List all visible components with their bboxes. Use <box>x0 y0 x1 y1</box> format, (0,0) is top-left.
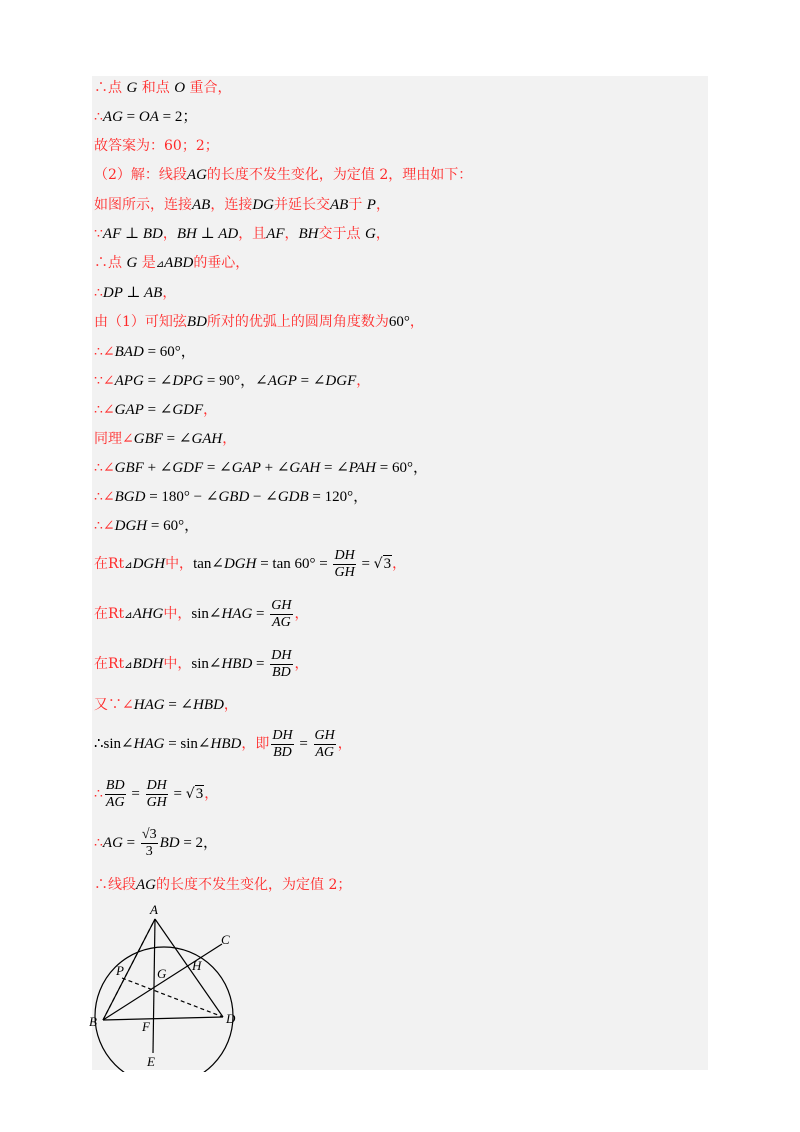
line-6 <box>94 225 390 243</box>
math: tan∠ <box>193 556 224 572</box>
math: = ∠ <box>203 460 232 476</box>
sqrt: √3 <box>185 786 204 802</box>
text: ∴点 <box>94 80 127 96</box>
math: + ∠ <box>143 460 173 476</box>
text: ∴ <box>94 786 103 802</box>
math: − ∠ <box>249 489 278 505</box>
math: GBF <box>133 431 163 447</box>
math: GAP <box>114 402 144 418</box>
label-e: E <box>147 1054 155 1069</box>
text: ∴∠ <box>94 489 115 505</box>
fraction <box>314 728 336 761</box>
math: = 180° − ∠ <box>145 489 219 505</box>
line-11 <box>94 372 370 390</box>
text: ， <box>294 656 309 672</box>
line-12 <box>94 401 217 419</box>
text: ∴线段 <box>94 877 136 893</box>
text: 在Rt <box>94 606 125 622</box>
line-2 <box>94 108 197 126</box>
math: AG <box>136 877 156 893</box>
line-8 <box>94 284 176 302</box>
sqrt: √3 <box>373 556 392 572</box>
denominator: GH <box>334 564 355 580</box>
math: = <box>252 656 269 672</box>
line-14 <box>94 459 428 477</box>
text: ∵ <box>94 226 103 242</box>
text: ， <box>162 285 177 301</box>
denominator: AG <box>272 614 291 630</box>
math: = 60°， <box>376 460 428 476</box>
text: 在Rt <box>94 556 125 572</box>
text: ∴ <box>94 285 103 301</box>
text: ， <box>204 786 219 802</box>
math: DGH <box>223 556 257 572</box>
denominator: BD <box>273 744 292 760</box>
math: GDB <box>277 489 309 505</box>
text: ，即 <box>241 736 270 752</box>
math: DG <box>252 197 274 213</box>
fraction <box>271 728 293 761</box>
line-20 <box>94 696 238 714</box>
math: = 60°， <box>147 518 200 534</box>
math: DGH <box>132 556 166 572</box>
denominator: AG <box>105 794 125 810</box>
math: = tan 60° = <box>256 556 332 572</box>
math: sin∠ <box>191 656 222 672</box>
text: ， <box>337 736 352 752</box>
text: 的长度不发生变化，为定值 2，理由如下： <box>206 167 473 183</box>
text: ， <box>409 314 424 330</box>
numerator: GH <box>271 597 292 613</box>
label-b: B <box>89 1014 97 1029</box>
text: 交于点 <box>318 226 365 242</box>
math: GBD <box>218 489 250 505</box>
text: 中， <box>163 606 192 622</box>
label-d: D <box>226 1011 236 1026</box>
math: BDH <box>132 656 164 672</box>
text: ， <box>203 402 218 418</box>
math: = <box>169 786 186 802</box>
math: = <box>252 606 269 622</box>
line-21 <box>94 727 352 761</box>
math: sin∠ <box>191 606 222 622</box>
line-10 <box>94 343 196 361</box>
line-16 <box>94 517 199 535</box>
fraction <box>270 598 292 631</box>
triangle-symbol: ⊿ <box>124 560 133 571</box>
math: PAH <box>348 460 376 476</box>
line-24 <box>94 876 351 894</box>
text: ，连接 <box>210 197 253 213</box>
math: = ∠ <box>164 697 194 713</box>
text: ， <box>223 697 238 713</box>
text: 故答案为：60；2； <box>94 138 219 154</box>
math: GAH <box>289 460 321 476</box>
line-19 <box>94 647 309 683</box>
text: ∴ <box>94 109 103 125</box>
math: AGP <box>267 373 297 389</box>
label-g: G <box>157 966 167 981</box>
text: 的垂心， <box>193 255 250 271</box>
math: DGF <box>325 373 357 389</box>
segment-bc <box>103 944 222 1020</box>
label-p: P <box>116 963 124 978</box>
text: 是 <box>137 255 156 271</box>
text: ∴ <box>94 835 103 851</box>
math: = sin∠ <box>164 736 211 752</box>
math: = <box>122 835 139 851</box>
math: G <box>126 80 138 96</box>
radicand: 3 <box>383 556 392 572</box>
text: ， <box>392 556 407 572</box>
line-17 <box>94 547 406 583</box>
line-1 <box>94 79 232 97</box>
text: 重合， <box>185 80 232 96</box>
text: 并延长交 <box>274 197 330 213</box>
math: = 90°，∠ <box>203 373 268 389</box>
text: 于 <box>348 197 367 213</box>
line-23 <box>94 826 218 860</box>
math: HAG <box>221 606 253 622</box>
text: ∴∠ <box>94 518 115 534</box>
math: HBD <box>210 736 242 752</box>
math: = ∠ <box>296 373 326 389</box>
fraction <box>141 827 158 860</box>
math: BH <box>298 226 319 242</box>
math: 60° <box>388 314 410 330</box>
line-13 <box>94 430 236 448</box>
text: （2）解：线段 <box>94 167 187 183</box>
text: ， <box>375 226 390 242</box>
math: ∴sin∠ <box>94 736 134 752</box>
text: ∴∠ <box>94 460 115 476</box>
math: AHG <box>132 606 164 622</box>
text: ， <box>222 431 237 447</box>
line-22 <box>94 777 218 811</box>
label-a: A <box>150 902 158 917</box>
math: = 60°， <box>143 344 196 360</box>
numerator: DH <box>334 547 355 563</box>
label-f: F <box>142 1019 150 1034</box>
math: BAD <box>114 344 144 360</box>
math: = <box>295 736 312 752</box>
numerator: BD <box>105 777 125 793</box>
text: 和点 <box>137 80 175 96</box>
text: ∴∠ <box>94 402 115 418</box>
text: ∴点 <box>94 255 127 271</box>
denominator: AG <box>315 744 334 760</box>
text: 又∵∠ <box>94 697 134 713</box>
math: GDF <box>172 460 204 476</box>
math: = <box>127 786 144 802</box>
math: OA <box>138 109 159 125</box>
math: ABD <box>164 255 194 271</box>
math: = 120°， <box>308 489 369 505</box>
math: GAH <box>191 431 223 447</box>
label-h: H <box>192 958 202 973</box>
math: AF <box>266 226 285 242</box>
math: DGH <box>114 518 148 534</box>
line-18 <box>94 597 309 633</box>
text: 中， <box>163 656 192 672</box>
math: O <box>174 80 186 96</box>
fraction <box>333 548 355 581</box>
triangle-symbol: ⊿ <box>124 660 133 671</box>
math: = <box>122 109 139 125</box>
math: AB <box>192 197 211 213</box>
line-5 <box>94 196 390 214</box>
math: = 2； <box>158 109 198 125</box>
math: HAG <box>133 736 165 752</box>
segment-ae <box>153 919 155 1053</box>
text: ， <box>375 197 390 213</box>
radicand: 3 <box>195 786 204 802</box>
text: 中， <box>165 556 194 572</box>
text: ，且 <box>238 226 267 242</box>
triangle-symbol: ⊿ <box>124 610 133 621</box>
line-9 <box>94 313 424 331</box>
math: BD <box>186 314 207 330</box>
math: GBF <box>114 460 144 476</box>
text: 由（1）可知弦 <box>94 314 187 330</box>
denominator: 3 <box>145 843 153 859</box>
text: 同理∠ <box>94 431 134 447</box>
math: HAG <box>133 697 165 713</box>
math: + ∠ <box>260 460 290 476</box>
triangle-symbol: ⊿ <box>155 259 165 270</box>
math: G <box>126 255 138 271</box>
numerator: DH <box>272 727 293 743</box>
fraction <box>270 648 292 681</box>
math: AB <box>330 197 349 213</box>
text: ∵∠ <box>94 373 115 389</box>
text: ， <box>162 226 177 242</box>
math: G <box>364 226 376 242</box>
math: DP ⊥ AB <box>102 285 163 301</box>
text: ∴∠ <box>94 344 115 360</box>
math: AG <box>102 109 123 125</box>
fraction <box>146 778 168 811</box>
line-7 <box>94 254 249 274</box>
numerator: √3 <box>141 826 157 842</box>
math: APG <box>114 373 144 389</box>
math: = <box>357 556 374 572</box>
math: DPG <box>172 373 204 389</box>
math: HBD <box>221 656 253 672</box>
math: = ∠ <box>143 402 173 418</box>
geometry-figure <box>86 900 256 1072</box>
denominator: BD <box>272 664 291 680</box>
line-3 <box>94 137 219 155</box>
fraction <box>105 778 126 811</box>
numerator: DH <box>271 647 292 663</box>
line-4 <box>94 166 472 184</box>
math: GAP <box>231 460 261 476</box>
segment-bd <box>103 1017 223 1020</box>
math: = ∠ <box>320 460 349 476</box>
math: AG <box>102 835 123 851</box>
text: ， <box>294 606 309 622</box>
text: 如图所示，连接 <box>94 197 192 213</box>
line-15 <box>94 488 368 506</box>
text: 的长度不发生变化，为定值 2； <box>156 877 352 893</box>
math: AF ⊥ BD <box>102 226 163 242</box>
text: ， <box>356 373 371 389</box>
math: = ∠ <box>143 373 173 389</box>
math: BH ⊥ AD <box>176 226 239 242</box>
math: = ∠ <box>162 431 192 447</box>
text: 在Rt <box>94 656 125 672</box>
math: = 2， <box>179 835 219 851</box>
math: HBD <box>193 697 224 713</box>
math: GDF <box>172 402 204 418</box>
math: P <box>366 197 376 213</box>
math: BGD <box>114 489 146 505</box>
math: BD <box>159 835 180 851</box>
math: AG <box>186 167 207 183</box>
numerator: GH <box>314 727 335 743</box>
denominator: GH <box>146 794 167 810</box>
numerator: DH <box>146 777 167 793</box>
text: ， <box>284 226 299 242</box>
label-c: C <box>221 932 230 947</box>
text: 所对的优弧上的圆周角度数为 <box>206 314 389 330</box>
